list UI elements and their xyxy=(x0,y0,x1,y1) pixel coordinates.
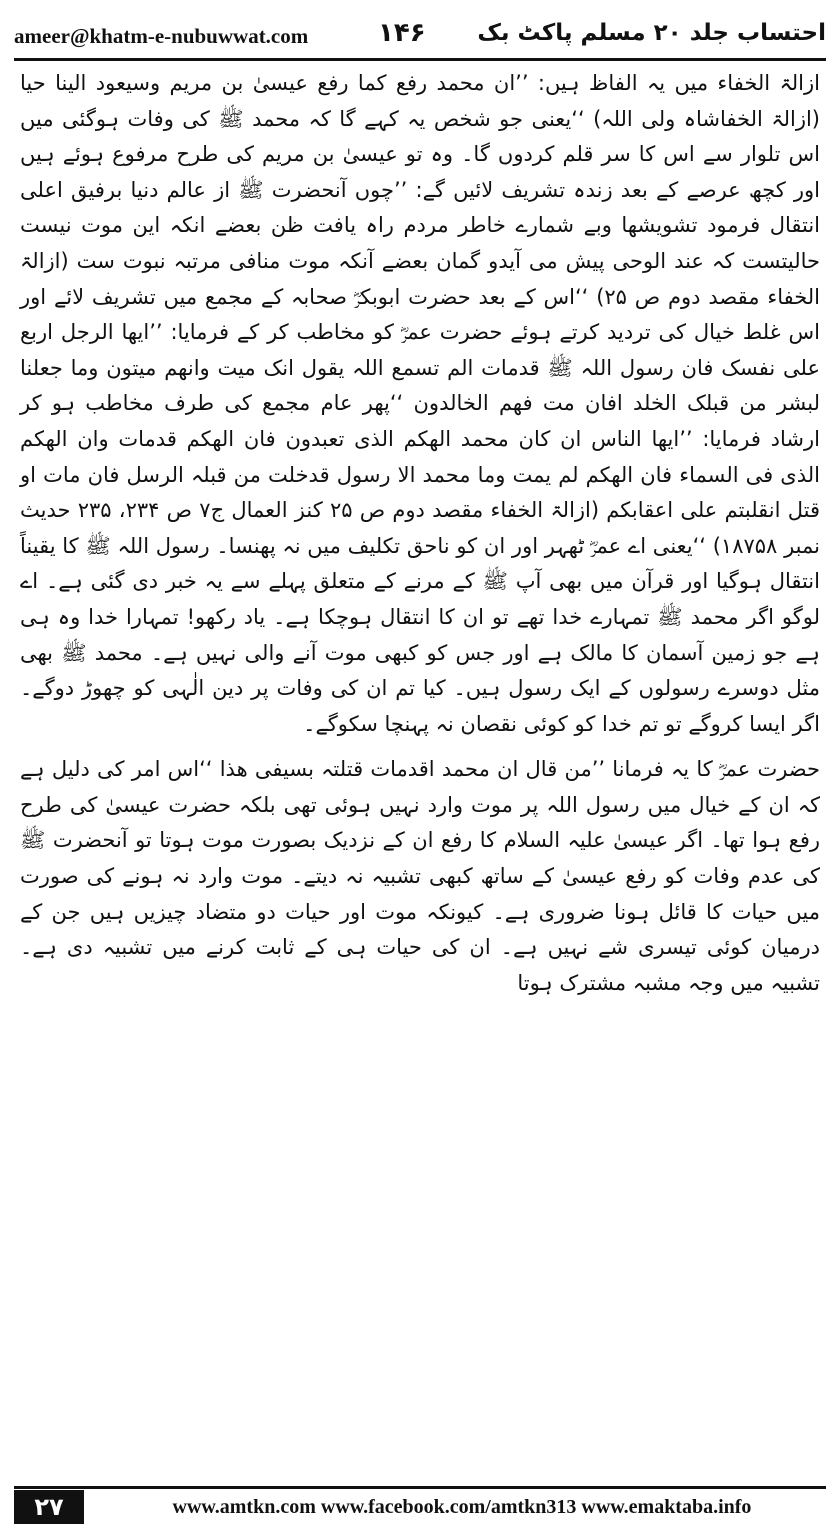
footer-website-links: www.amtkn.com www.facebook.com/amtkn313 www.emaktaba.info xyxy=(172,1496,752,1518)
header-book-title: احتساب جلد ۲۰ مسلم پاکٹ بک xyxy=(477,20,826,46)
header-email: ameer@khatm-e-nubuwwat.com xyxy=(14,24,309,48)
header-divider xyxy=(14,58,826,61)
body-paragraph-2: حضرت عمرؓ کا یہ فرمانا ’’من قال ان محمد اقدمات قتلتہ بسیفی ھذا ‘‘اس امر کی دلیل ہے کہ ان کے خیال میں رسول اللہ پر موت وارد نہیں ہوئی تھی بلکہ حضرت عیسیٰ کی طرح رفع ہوا تھا۔ اگر عیسیٰ علیہ السلام کا رفع ان کے نزدیک بصورت موت ہوتا تو آنحضرت ﷺ کی عدم وفات کو رفع عیسیٰ کے ساتھ کبھی تشبیہ نہ دیتے۔ موت وارد نہ ہونے کی صورت میں حیات کا قائل ہونا ضروری ہے۔ کیونکہ موت اور حیات دو متضاد چیزیں ہیں جن کے درمیان کوئی تیسری شے نہیں ہے۔ ان کی حیات ہی کے ثابت کرنے میں تشبیہ دی ہے۔ تشبیہ میں وجہ مشبہ مشترک ہوتا xyxy=(20,757,820,995)
page-body xyxy=(20,66,820,1466)
page-header xyxy=(14,14,826,58)
footer-page-label: ۲۷ xyxy=(14,1490,84,1524)
footer-divider xyxy=(14,1486,826,1489)
page-footer xyxy=(14,1486,826,1526)
body-paragraph-1: ازالۃ الخفاء میں یہ الفاظ ہیں: ’’ان محمد رفع کما رفع عیسیٰ بن مریم وسیعود الینا حیا (ازالۃ الخفاشاہ ولی اللہ) ‘‘یعنی جو شخص یہ کہے گا کہ محمد ﷺ کی وفات ہوگئی میں اس تلوار سے اس کا سر قلم کردوں گا۔ وہ تو عیسیٰ بن مریم کی طرح مرفوع ہوئے ہیں اور کچھ عرصے کے بعد زندہ تشریف لائیں گے: ’’چوں آنحضرت ﷺ از عالم دنیا برفیق اعلی انتقال فرمود تشویشھا وبے شمارے خاطر مردم راہ یافت ظن بعضے انکہ این موت نیست حالیتست کہ عند الوحی پیش می آیدو گمان بعضے آنکہ موت منافی مرتبہ نبوت ست (ازالۃ الخفاء مقصد دوم ص ۲۵) ‘‘اس کے بعد حضرت ابوبکرؓ صحابہ کے مجمع میں تشریف لائے اور اس غلط خیال کی تردید کرتے ہوئے حضرت عمرؓ کو مخاطب کر کے فرمایا: ’’ایھا الرجل اربع علی نفسک فان رسول اللہ ﷺ قدمات الم تسمع اللہ یقول انک میت وانھم میتون وما جعلنا لبشر من قبلک الخلد افان مت فھم الخالدون ‘‘پھر عام مجمع کی طرف مخاطب ہو کر ارشاد فرمایا: ’’ایھا الناس ان کان محمد الھکم الذی تعبدون فان الھکم قدمات وان الھکم الذی فی السماء فان الھکم لم یمت وما محمد الا رسول قدخلت من قبلہ الرسل فان مات او قتل انقلبتم علی اعقابکم (ازالۃ الخفاء مقصد دوم ص ۲۵ کنز العمال ج۷ ص ۲۳۴، ۲۳۵ حدیث نمبر ۱۸۷۵۸) ‘‘یعنی اے عمرؓ ٹھہر اور ان کو ناحق تکلیف میں نہ پھنسا۔ رسول اللہ ﷺ کا یقیناً انتقال ہوگیا اور قرآن میں بھی آپ ﷺ کے مرنے کے متعلق پہلے سے یہ خبر دی گئی ہے۔ اے لوگو اگر محمد ﷺ تمہارے خدا تھے تو ان کا انتقال ہوچکا ہے۔ یاد رکھو! تمہارا خدا وہ ہی ہے جو زمین آسمان کا مالک ہے اور جس کو کبھی موت آنے والی نہیں ہے۔ محمد ﷺ بھی مثل دوسرے رسولوں کے ایک رسول ہیں۔ کیا تم ان کی وفات پر دین الٰہی کو چھوڑ دوگے۔ اگر ایسا کروگے تو تم خدا کو کوئی نقصان نہ پہنچا سکوگے۔ xyxy=(20,71,821,736)
header-page-number: ۱۴۶ xyxy=(378,18,426,48)
